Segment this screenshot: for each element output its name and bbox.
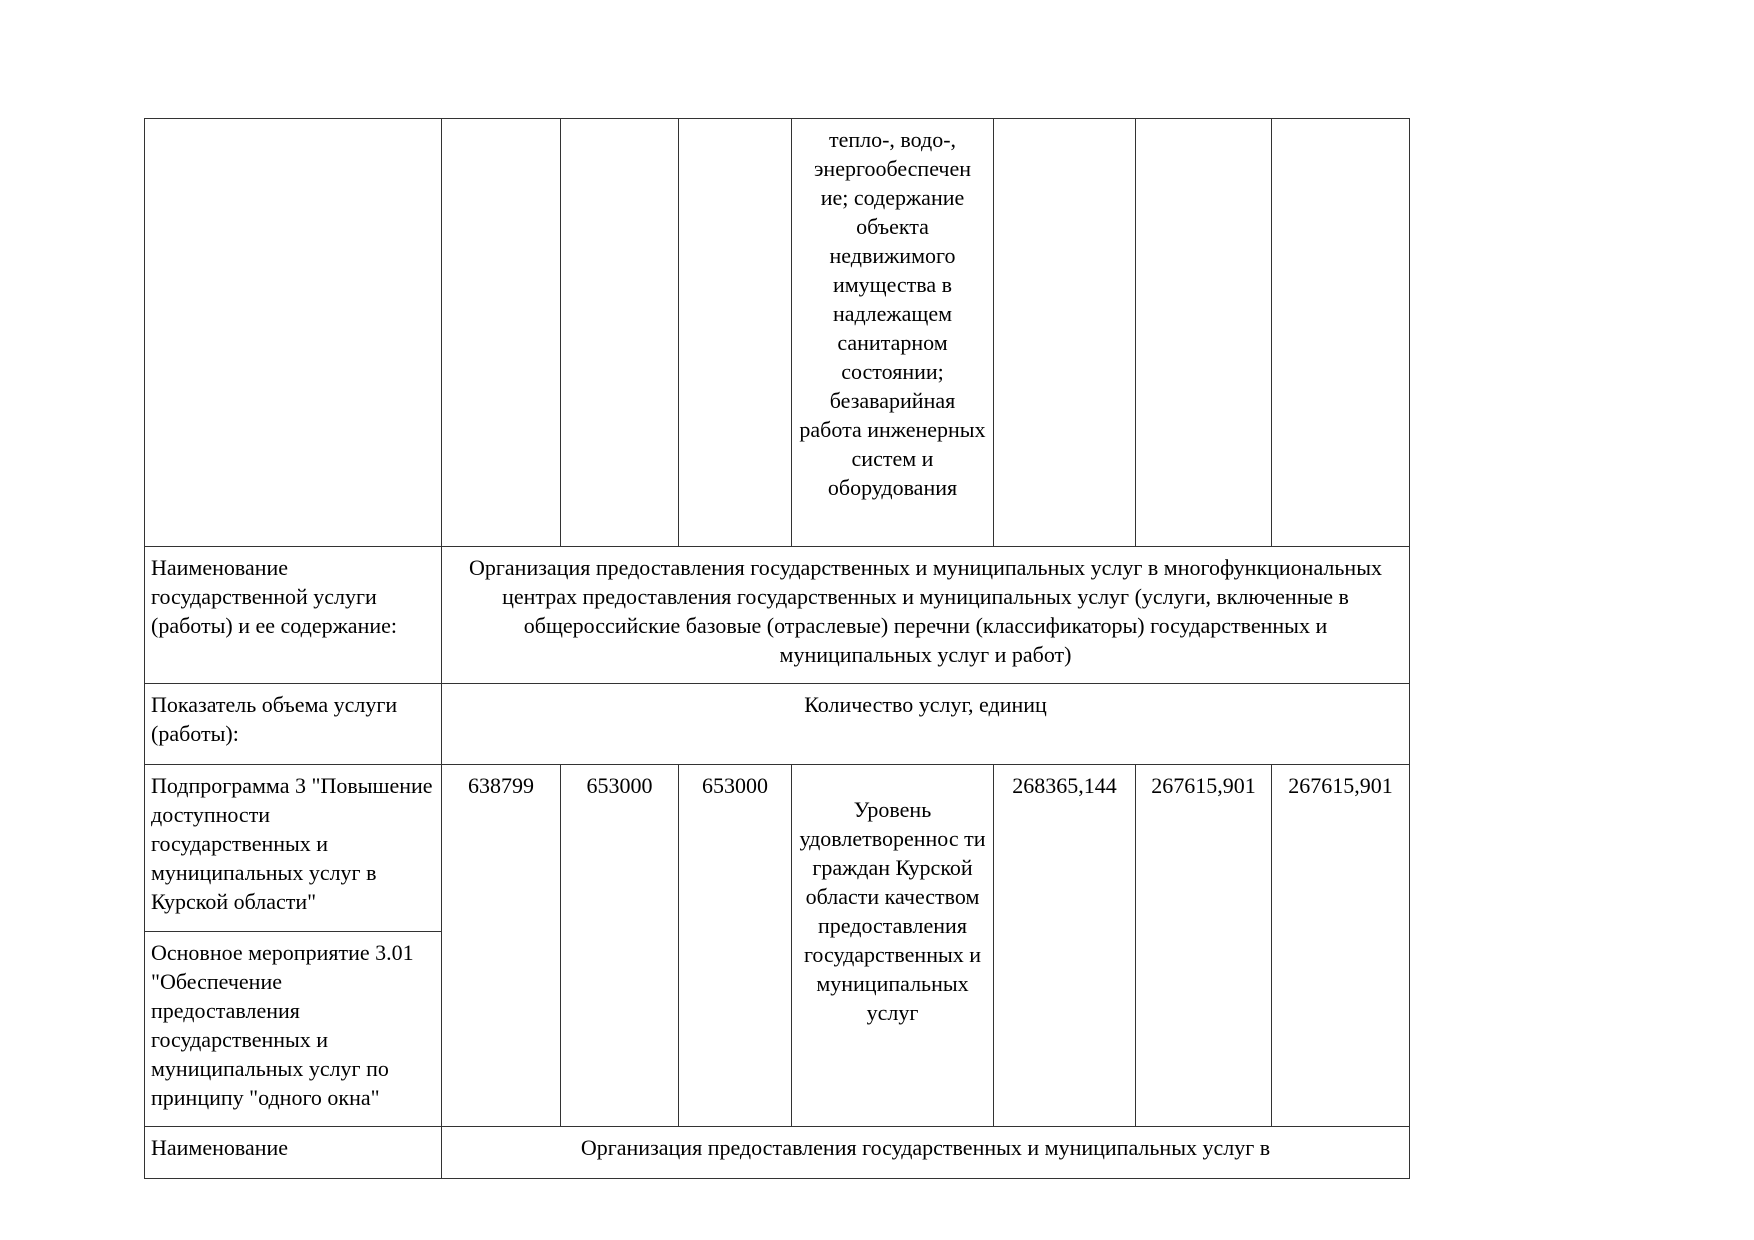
volume-year-3: 653000: [679, 765, 792, 1127]
service-name-value: Организация предоставления государственных и муниципальных услуг в многофункциональных центрах предоставления государственных и муниципальных услуг (услуги, включенные в общероссийские базовые (отраслевые) перечни (классификаторы) государственных и муниципальных услуг и работ): [442, 547, 1410, 684]
next-service-label: Наименование: [145, 1127, 442, 1179]
volume-year-2: 653000: [561, 765, 679, 1127]
table-row: [145, 1127, 1410, 1179]
cost-year-3: 267615,901: [1272, 765, 1410, 1127]
next-service-value: Организация предоставления государственных и муниципальных услуг в: [442, 1127, 1410, 1179]
result-cell: Уровень удовлетвореннос ти граждан Курской области качеством предоставления государственных и муниципальных услуг: [792, 765, 994, 1127]
cost-year-1: 268365,144: [994, 765, 1136, 1127]
service-table: [144, 118, 1410, 1179]
volume-indicator-label: Показатель объема услуги (работы):: [145, 684, 442, 765]
main-activity-name: Основное мероприятие 3.01 "Обеспечение предоставления государственных и муниципальных услуг по принципу "одного окна": [145, 932, 442, 1127]
service-name-label: Наименование государственной услуги (работы) и ее содержание:: [145, 547, 442, 684]
table-row: [145, 119, 1410, 547]
subprogram-name: Подпрограмма 3 "Повышение доступности государственных и муниципальных услуг в Курской области": [145, 765, 442, 932]
volume-year-1: 638799: [442, 765, 561, 1127]
table-row: [145, 547, 1410, 684]
result-cell: тепло-, водо-, энергообеспечен ие; содержание объекта недвижимого имущества в надлежащем санитарном состоянии; безаварийная работа инженерных систем и оборудования: [792, 119, 994, 547]
table-row: [145, 765, 1410, 932]
cost-year-2: 267615,901: [1136, 765, 1272, 1127]
volume-indicator-value: Количество услуг, единиц: [442, 684, 1410, 765]
table-row: [145, 684, 1410, 765]
